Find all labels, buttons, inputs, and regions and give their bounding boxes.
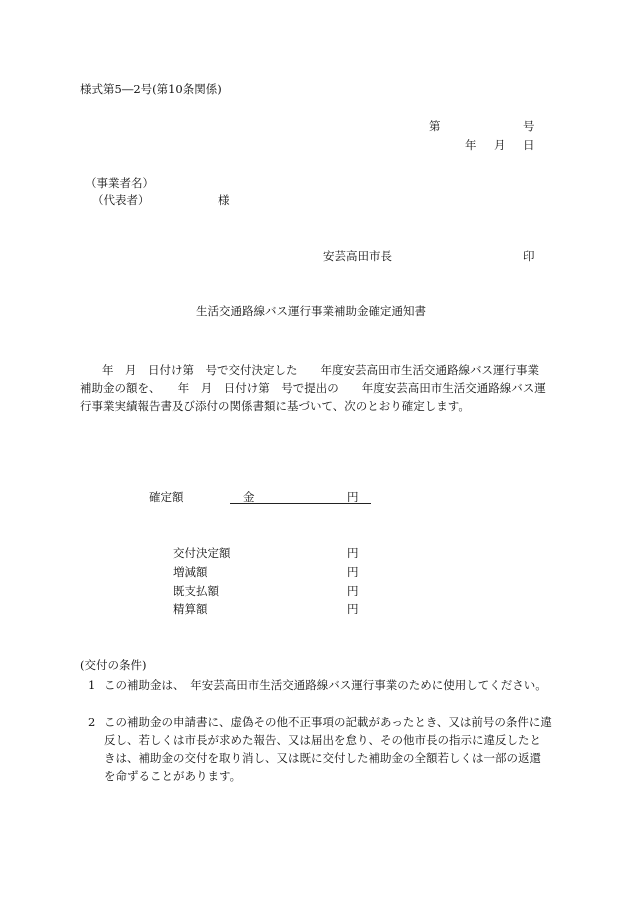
condition-item: [88, 676, 552, 694]
representative-label: （代表者）: [92, 193, 150, 207]
breakdown-unit: 円: [347, 602, 359, 616]
date-year: 年: [465, 138, 477, 152]
company-name-label: （事業者名）: [85, 176, 154, 190]
condition-number: 1: [88, 678, 96, 692]
form-number: 様式第5―2号(第10条関係): [80, 82, 222, 96]
doc-number-prefix: 第: [429, 119, 441, 133]
amount-underline: [230, 503, 371, 504]
condition-text: この補助金の申請書に、虚偽その他不正事項の記載があったとき、又は前号の条件に違反し、若しくは市長が求めた報告、又は届出を怠り、その他市長の指示に違反したときは、補助金の交付を取り消し、又は既に交付した補助金の全額若しくは一部の返還を命ずることがあります。: [104, 715, 552, 783]
seal-mark: 印: [523, 249, 535, 263]
date-day: 日: [523, 138, 535, 152]
body-paragraph: 年 月 日付け第 号で交付決定した 年度安芸高田市生活交通路線バス運行事業補助金の額を、 年 月 日付け第 号で提出の 年度安芸高田市生活交通路線バス運行事業実績報告書及び添付の関係書類に基づいて、次のとおり確定します。: [80, 363, 546, 413]
breakdown-label: 増減額: [173, 565, 208, 579]
breakdown-label: 交付決定額: [173, 546, 231, 560]
confirmed-amount-label: 確定額: [149, 490, 184, 504]
confirmed-amount-unit: 円: [347, 490, 359, 504]
condition-number: 2: [88, 715, 96, 729]
breakdown-unit: 円: [347, 565, 359, 579]
condition-item: [88, 713, 552, 785]
breakdown-unit: 円: [347, 546, 359, 560]
date-month: 月: [494, 138, 506, 152]
condition-text: この補助金は、 年安芸高田市生活交通路線バス運行事業のために使用してください。: [104, 678, 547, 692]
honorific: 様: [218, 193, 230, 207]
document-title: 生活交通路線バス運行事業補助金確定通知書: [196, 304, 426, 318]
breakdown-unit: 円: [347, 584, 359, 598]
breakdown-label: 既支払額: [173, 584, 219, 598]
conditions-heading: (交付の条件): [80, 658, 147, 672]
breakdown-label: 精算額: [173, 602, 208, 616]
issuer-name: 安芸高田市長: [323, 249, 392, 263]
doc-number-suffix: 号: [523, 119, 535, 133]
confirmed-amount-prefix: 金: [243, 490, 255, 504]
